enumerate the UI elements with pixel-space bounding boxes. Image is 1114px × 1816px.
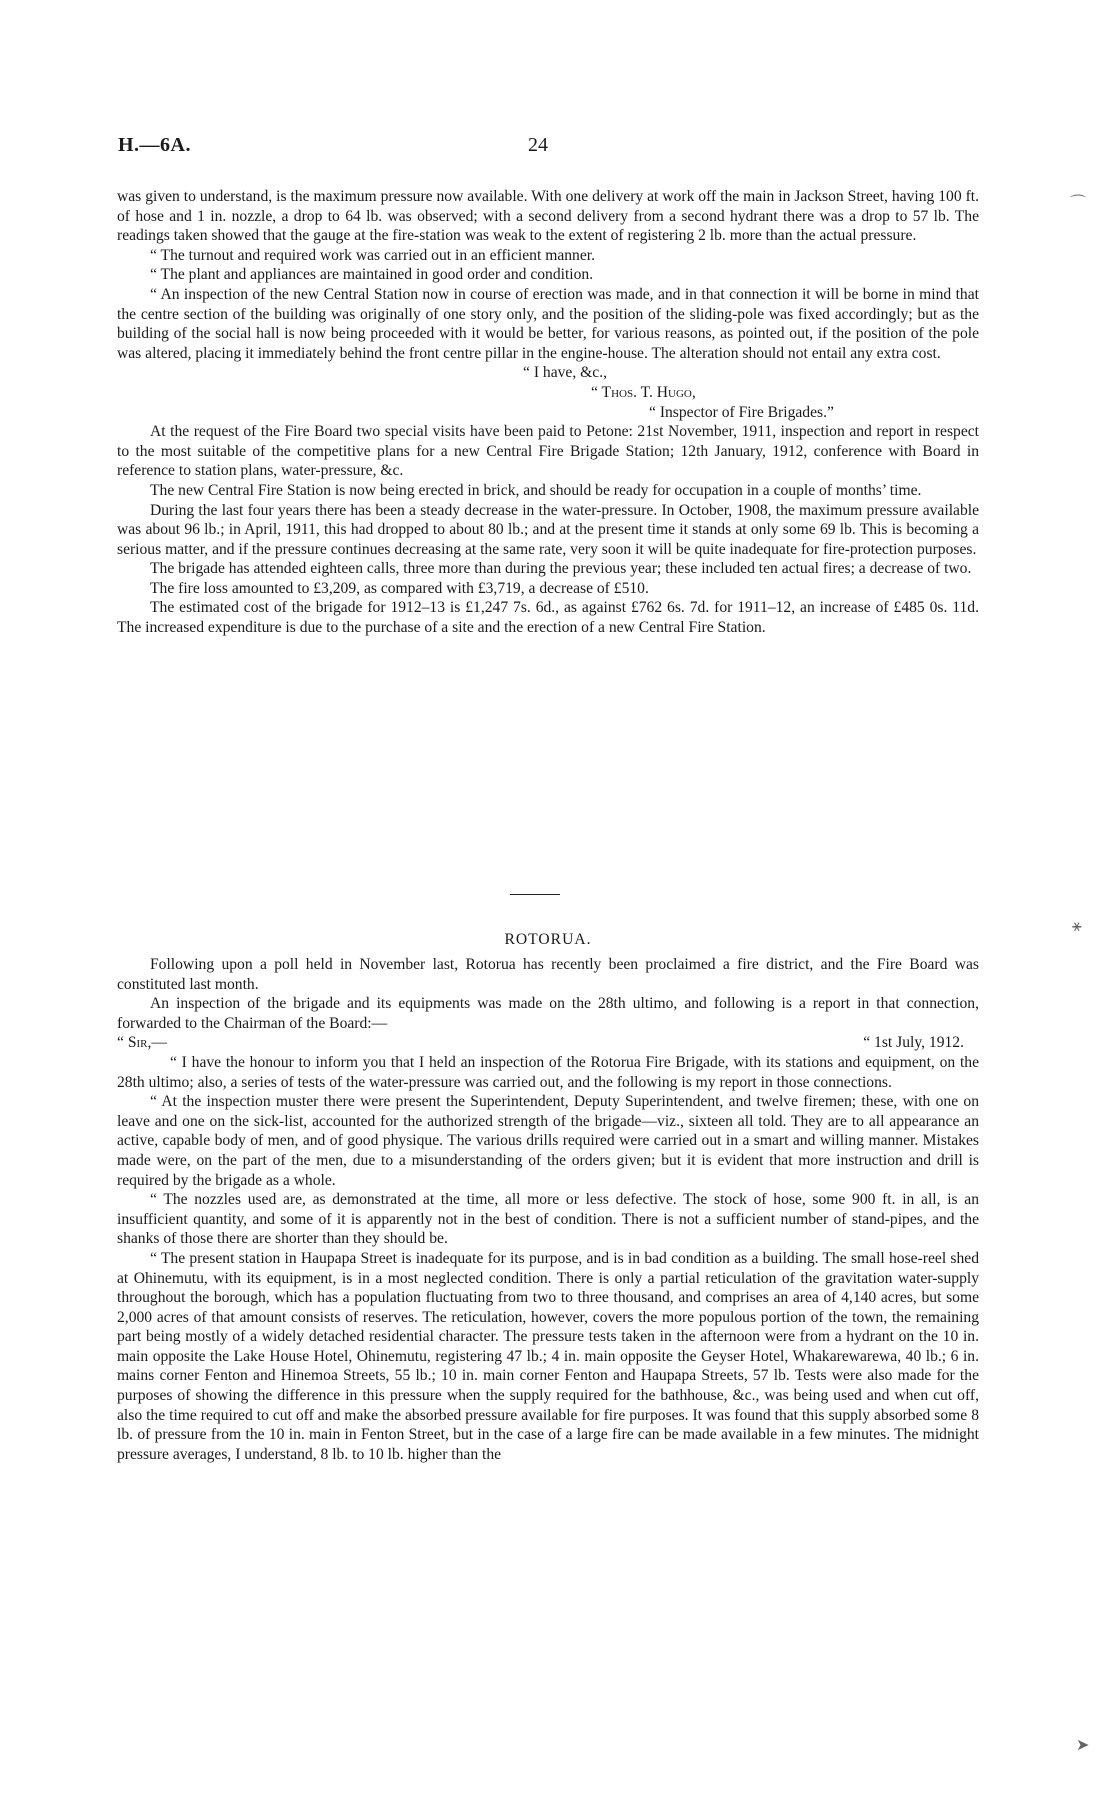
- section-divider: [510, 894, 560, 895]
- paragraph: The fire loss amounted to £3,209, as compared with £3,719, a decrease of £510.: [150, 579, 649, 597]
- margin-pencil-mark: ⚹: [1072, 916, 1082, 935]
- page-header: [118, 134, 978, 164]
- paragraph: An inspection of the brigade and its equipments was made on the 28th ultimo, and following is a report in that connection, forwarded to the Chairman of the Board:—: [117, 995, 979, 1032]
- paragraph: “ The present station in Haupapa Street is inadequate for its purpose, and is in bad condition as a building. The small hose-reel shed at Ohinemutu, with its equipment, is in a most neglected condition. There is only a partial reticulation of the gravitation water-supply throughout the borough, which has a population fluctuating from two to three thousand, and comprises an area of 4,140 acres, but some 2,000 acres of that amount consists of reserves. The reticulation, however, covers the more populous portion of the town, the remaining part being mostly of a widely detached residential character. The pressure tests taken in the afternoon were from a hydrant on the 10 in. main opposite the Lake House Hotel, Ohinemutu, registering 47 lb.; 4 in. main opposite the Geyser Hotel, Whakarewarewa, 40 lb.; 6 in. mains corner Fenton and Hinemoa Streets, 55 lb.; 10 in. main corner Fenton and Haupapa Streets, 57 lb. Tests were also made for the purposes of showing the difference in this pressure when the supply required for the bathhouse, &c., was being used and when cut off, also the time required to cut off and make the absorbed pressure available for fire purposes. It was found that this supply absorbed some 8 lb. of pressure from the 10 in. main in Fenton Street, but in the case of a large fire can be made available in a few minutes. The midnight pressure averages, I understand, 8 lb. to 10 lb. higher than the: [117, 1249, 979, 1463]
- page-number: 24: [528, 134, 548, 156]
- report-continuation: [117, 187, 979, 638]
- margin-pencil-mark: ➤: [1076, 1735, 1090, 1754]
- paragraph: “ An inspection of the new Central Station now in course of erection was made, and in that connection it will be borne in mind that the centre section of the building was originally of one story only, and the position of the sliding-pole was fixed accordingly; but as the building of the social hall is now being proceeded with it would be better, for various reasons, as pointed out, if the position of the pole was altered, placing it immediately behind the front centre pillar in the engine-house. The alteration should not entail any extra cost.: [117, 285, 979, 362]
- paragraph: “ At the inspection muster there were present the Superintendent, Deputy Superintendent, and twelve firemen; these, with one on leave and one on the sick-list, accounted for the authorized strength of the brigade—viz., sixteen all told. They are to all appearance an active, capable body of men, and of good physique. The various drills required were carried out in a smart and willing manner. Mistakes made were, on the part of the men, due to a misunderstanding of the orders given; but it is evident that more instruction and drill is required by the brigade as a whole.: [117, 1093, 979, 1189]
- signoff-name: “ Thos. T. Hugo,: [591, 383, 696, 401]
- signoff-title: “ Inspector of Fire Brigades.”: [649, 403, 834, 421]
- paragraph: At the request of the Fire Board two special visits have been paid to Petone: 21st November, 1911, inspection and report in respect to the most suitable of the competitive plans for a new Central Fire Brigade Station; 12th January, 1912, conference with Board in reference to station plans, water-pressure, &c.: [117, 423, 979, 480]
- paragraph: “ I have the honour to inform you that I held an inspection of the Rotorua Fire Brigade, with its stations and equipment, on the 28th ultimo; also, a series of tests of the water-pressure was carried out, and the following is my report in those connections.: [117, 1053, 979, 1091]
- paragraph: Following upon a poll held in November last, Rotorua has recently been proclaimed a fire district, and the Fire Board was constituted last month.: [117, 956, 979, 993]
- section-heading: ROTORUA.: [504, 931, 592, 948]
- paragraph: During the last four years there has been a steady decrease in the water-pressure. In October, 1908, the maximum pressure available was about 96 lb.; in April, 1911, this had dropped to about 80 lb.; and at the present time it stands at only some 69 lb. This is becoming a serious matter, and if the pressure continues decreasing at the same rate, very soon it will be quite inadequate for fire-protection purposes.: [117, 501, 979, 558]
- paragraph: was given to understand, is the maximum pressure now available. With one delivery at work off the main in Jackson Street, having 100 ft. of hose and 1 in. nozzle, a drop to 64 lb. was observed; with a second delivery from a second hydrant there was a drop to 57 lb. The readings taken showed that the gauge at the fire-station was weak to the extent of registering 2 lb. more than the actual pressure.: [117, 188, 979, 245]
- paragraph: “ The plant and appliances are maintained in good order and condition.: [150, 266, 594, 284]
- paragraph: “ The turnout and required work was carried out in an efficient manner.: [150, 246, 595, 264]
- letter-date: “ 1st July, 1912.: [863, 1034, 964, 1052]
- letter-heading: [117, 1033, 979, 1053]
- document-reference: H.—6A.: [118, 134, 191, 156]
- paragraph: The estimated cost of the brigade for 1912–13 is £1,247 7s. 6d., as against £762 6s. 7d. for 1911–12, an increase of £485 0s. 11d. The increased expenditure is due to the purchase of a site and the erection of a new Central Fire Station.: [117, 599, 979, 637]
- letter-salutation: “ Sir,—: [117, 1034, 167, 1052]
- paragraph: The new Central Fire Station is now being erected in brick, and should be ready for occupation in a couple of months’ time.: [150, 481, 922, 499]
- margin-pencil-mark: ⌒: [1070, 193, 1087, 212]
- rotorua-section: [117, 955, 979, 1464]
- paragraph: “ The nozzles used are, as demonstrated at the time, all more or less defective. The stock of hose, some 900 ft. in all, is an insufficient quantity, and some of it is apparently not in the best of condition. There is not a sufficient number of stand-pipes, and the shanks of those there are shorter than they should be.: [117, 1191, 979, 1248]
- paragraph: The brigade has attended eighteen calls, three more than during the previous year; these included ten actual fires; a decrease of two.: [150, 560, 972, 578]
- signoff-line: “ I have, &c.,: [523, 364, 607, 382]
